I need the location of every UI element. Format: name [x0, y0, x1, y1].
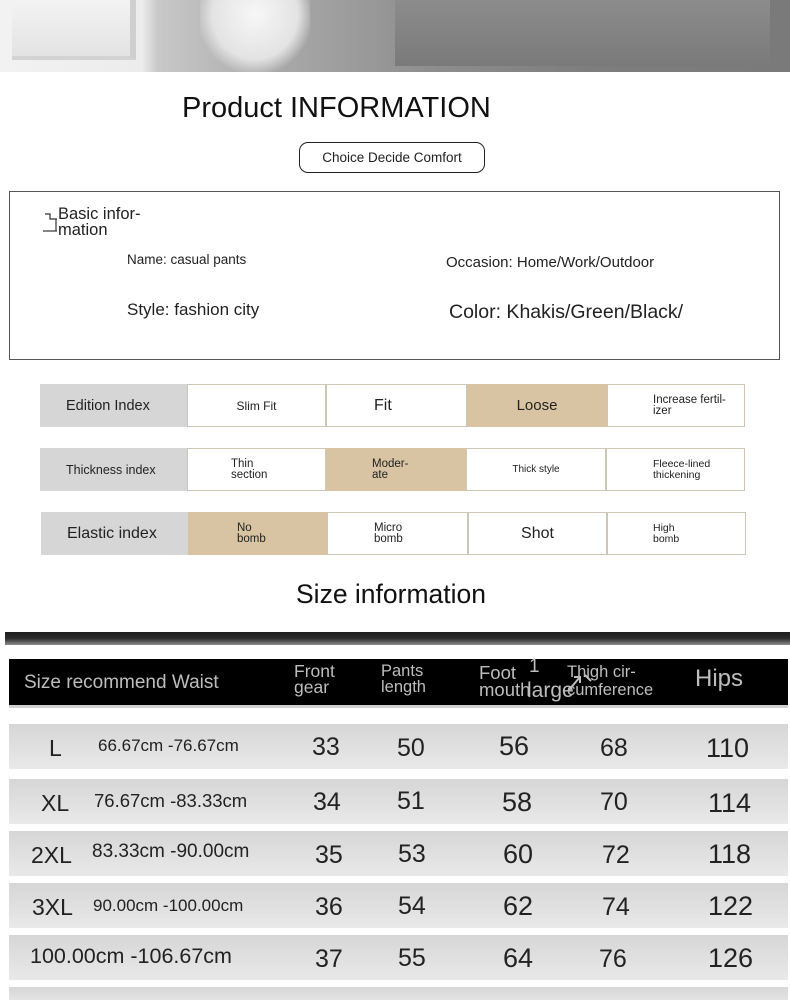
cell-foot-mouth: 62: [503, 891, 534, 921]
option-text-line1: Fleece-lined: [653, 458, 711, 470]
option-text-line1: Thin: [231, 457, 254, 470]
table-row-size-l: [9, 724, 788, 769]
option-text-line2: bomb: [237, 532, 266, 545]
option-text-line2: izer: [653, 404, 672, 417]
cell-thigh: 74: [602, 893, 630, 921]
cell-size: L: [49, 735, 62, 761]
option-text: Slim Fit: [236, 398, 277, 413]
cell-hips: 110: [706, 733, 750, 763]
cell-pants-length: 55: [398, 944, 426, 972]
section-divider-bar: [5, 632, 790, 645]
product-style: Style: fashion city: [127, 300, 260, 319]
size-info-title: Size information: [296, 579, 487, 609]
table-row-size-3xl: [9, 883, 788, 928]
header-size-recommend-waist: Size recommend Waist: [24, 672, 219, 693]
elastic-index-label: Elastic index: [41, 512, 188, 555]
cell-thigh: 70: [600, 788, 628, 816]
header-foot-mouth-line1: Foot: [479, 662, 517, 683]
elastic-option-high-bomb: [607, 512, 746, 555]
cell-waist: 66.67cm -76.67cm: [98, 736, 239, 755]
cell-front-gear: 37: [315, 945, 343, 973]
edition-option-slim-fit: [187, 384, 326, 427]
cell-foot-mouth: 56: [499, 731, 530, 761]
header-front-gear-line2: gear: [294, 677, 330, 697]
cell-front-gear: 33: [312, 733, 340, 761]
elastic-option-no-bomb-selected: [188, 512, 327, 555]
cell-hips: 114: [708, 788, 752, 818]
table-row-partial: [9, 987, 788, 1000]
cell-hips: 118: [708, 839, 752, 869]
cell-front-gear: 36: [315, 893, 343, 921]
option-text-line2: bomb: [653, 532, 680, 545]
pant-leg-image: [395, 0, 770, 66]
table-row-size-4xl: [9, 935, 788, 980]
cell-foot-mouth: 60: [503, 839, 534, 869]
header-front-gear: [294, 663, 335, 695]
edition-option-loose-selected: [467, 384, 607, 427]
header-thigh-circumference: [567, 663, 653, 699]
option-text: Fit: [374, 396, 392, 414]
option-text-line2: bomb: [374, 532, 403, 545]
cell-waist: 83.33cm -90.00cm: [92, 841, 250, 862]
cell-pants-length: 51: [397, 787, 425, 815]
option-text-line2: section: [231, 468, 268, 481]
header-bottom-shadow: [9, 705, 788, 708]
option-text-line1: High: [653, 521, 675, 534]
header-thigh-line2: cumference: [567, 681, 654, 699]
cell-waist: 90.00cm -100.00cm: [93, 896, 244, 915]
cell-pants-length: 53: [398, 840, 426, 868]
thickness-option-thick-style: [466, 448, 606, 491]
basic-info-heading-line2: mation: [58, 221, 108, 239]
cell-size: XL: [41, 790, 70, 816]
header-foot-mouth: [479, 664, 530, 698]
tagline-pill: Choice Decide Comfort: [299, 142, 485, 173]
cell-pants-length: 54: [398, 892, 426, 920]
table-row-size-xl: [9, 779, 788, 824]
header-large-mark: 1: [529, 656, 540, 677]
cell-waist: 100.00cm -106.67cm: [30, 944, 232, 968]
cell-pants-length: 50: [397, 734, 425, 762]
size-table-header: [9, 656, 788, 705]
option-text: Thick style: [512, 464, 560, 475]
option-text-line1: Moder-: [372, 457, 409, 470]
cell-thigh: 76: [599, 945, 627, 973]
cell-thigh: 72: [602, 841, 630, 869]
product-photo-strip: [0, 0, 790, 72]
page-title: Product INFORMATION: [182, 92, 491, 124]
basic-info-heading-line1: Basic infor-: [58, 205, 141, 223]
header-hips: Hips: [695, 665, 744, 692]
header-foot-mouth-line2: mouth: [479, 679, 531, 700]
option-text-line2: thickening: [653, 468, 701, 481]
thickness-option-fleece-lined: [606, 448, 745, 491]
cell-hips: 126: [708, 943, 754, 973]
cell-front-gear: 34: [313, 788, 341, 816]
option-text-line1: Increase fertil-: [653, 393, 726, 406]
header-large-word: large: [527, 679, 574, 702]
option-text-line2: ate: [372, 468, 388, 481]
header-pants-length-line2: length: [381, 678, 426, 696]
cell-foot-mouth: 58: [502, 787, 533, 817]
photo-frame-edge: [12, 0, 136, 60]
option-text: Loose: [516, 397, 558, 414]
header-front-gear-line1: Front: [294, 661, 335, 681]
edition-option-increase-fertilizer: [607, 384, 745, 427]
cell-foot-mouth: 64: [503, 943, 534, 973]
header-pants-length-line1: Pants: [381, 662, 424, 680]
product-color: Color: Khakis/Green/Black/: [449, 301, 684, 323]
thickness-option-moderate-selected: [326, 448, 466, 491]
table-row-size-2xl: [9, 831, 788, 876]
sneaker-image: [200, 0, 310, 72]
basic-info-heading: [58, 206, 141, 238]
option-text: Shot: [521, 524, 554, 542]
cell-thigh: 68: [600, 734, 628, 762]
product-occasion: Occasion: Home/Work/Outdoor: [446, 254, 655, 271]
thickness-option-thin-section: [187, 448, 326, 491]
cell-size: 2XL: [31, 842, 72, 868]
cell-waist: 76.67cm -83.33cm: [94, 790, 248, 811]
edition-option-fit: [326, 384, 467, 427]
product-name: Name: casual pants: [127, 252, 247, 267]
header-thigh-line1: Thigh cir-: [567, 663, 636, 681]
thickness-index-label: Thickness index: [40, 448, 187, 491]
header-pants-length: [381, 663, 426, 695]
elastic-option-micro-bomb: [327, 512, 468, 555]
cell-size: 3XL: [32, 894, 73, 920]
edition-index-label: Edition Index: [40, 384, 187, 427]
option-text-line1: Micro: [374, 521, 403, 534]
elastic-option-shot: [468, 512, 607, 555]
cell-front-gear: 35: [315, 841, 343, 869]
cell-hips: 122: [708, 891, 754, 921]
option-text-line1: No: [237, 521, 252, 534]
